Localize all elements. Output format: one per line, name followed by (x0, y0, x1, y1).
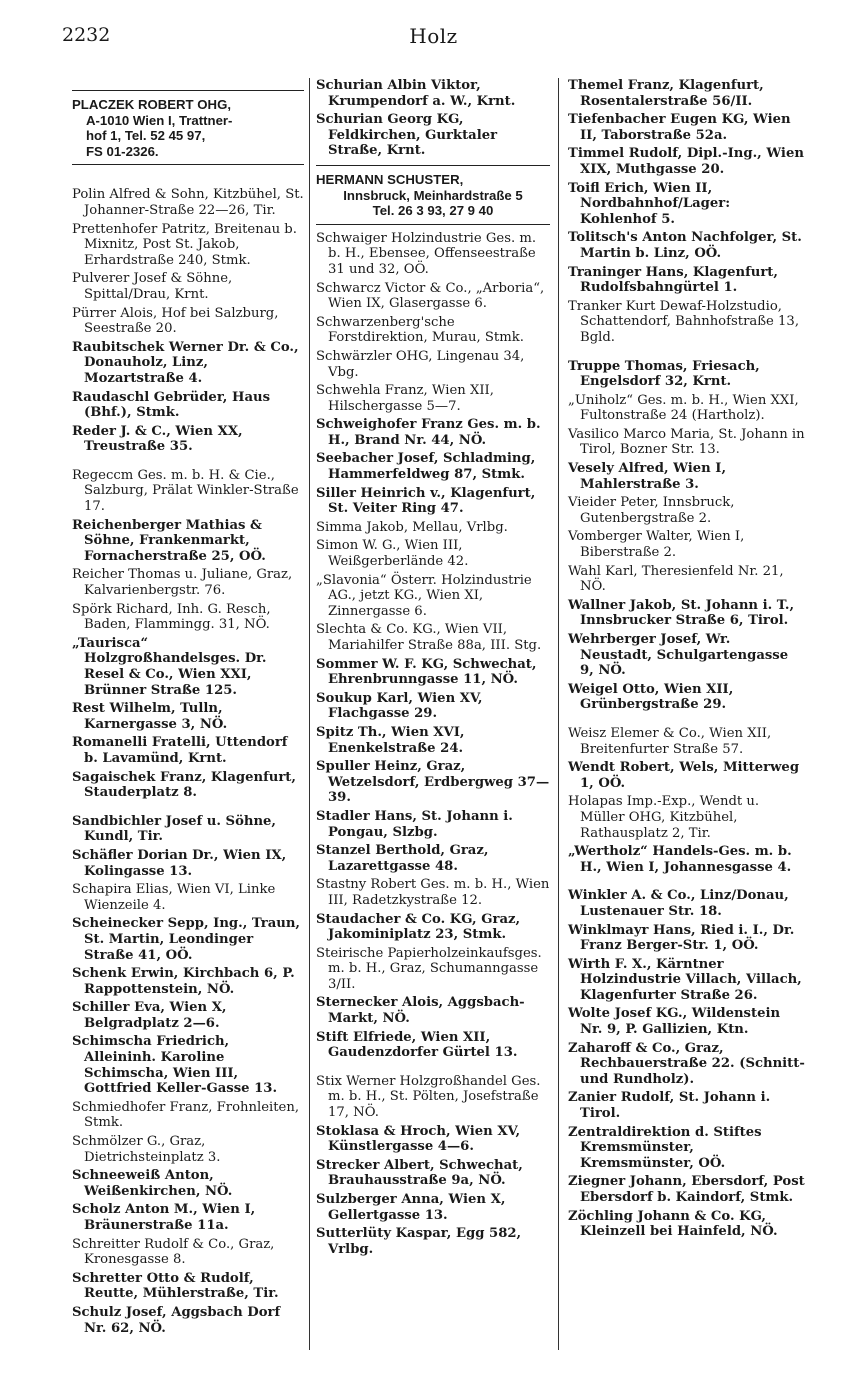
list-item: Spuller Heinz, Graz, Wetzelsdorf, Erdbergweg 37—39. (316, 759, 550, 806)
list-item: Zentraldirektion d. Stiftes Kremsmünster, Kremsmünster, OÖ. (568, 1124, 762, 1171)
list-item: Stix Werner Holzgroßhandel Ges. m. b. H., St. Pölten, Josefstraße 17, NÖ. (316, 1073, 541, 1121)
list-item: Wahl Karl, Theresienfeld Nr. 21, NÖ. (568, 563, 784, 595)
entry-list (316, 231, 550, 1258)
list-item: Vasilico Marco Maria, St. Johann in Tirol, Bozner Str. 13. (568, 426, 805, 458)
list-item: Soukup Karl, Wien XV, Flachgasse 29. (316, 690, 483, 722)
list-item: Spitz Th., Wien XVI, Enenkelstraße 24. (316, 724, 465, 756)
list-item: Weisz Elemer & Co., Wien XII, Breitenfurter Straße 57. (568, 725, 772, 757)
list-item: Zanier Rudolf, St. Johann i. Tirol. (568, 1090, 771, 1122)
list-item: Reichenberger Mathias & Söhne, Frankenmarkt, Fornacherstraße 25, OÖ. (72, 517, 266, 564)
page-number: 2232 (62, 24, 111, 46)
list-item: Vesely Alfred, Wien I, Mahlerstraße 3. (568, 461, 727, 492)
list-item: Winkler A. & Co., Linz/Donau, Lustenauer Str. 18. (568, 888, 789, 919)
list-item: Pürrer Alois, Hof bei Salzburg, Seestraße 20. (72, 305, 279, 337)
list-item: Toifl Erich, Wien II, Nordbahnhof/Lager: Kohlenhof 5. (568, 180, 731, 227)
list-item: Reicher Thomas u. Juliane, Graz, Kalvarienbergstr. 76. (72, 567, 293, 599)
list-item: Wolte Josef KG., Wildenstein Nr. 9, P. Gallizien, Ktn. (568, 1006, 781, 1038)
list-item: Winklmayr Hans, Ried i. I., Dr. Franz Berger-Str. 1, OÖ. (568, 922, 795, 954)
list-item: Reder J. & C., Wien XX, Treustraße 35. (72, 423, 243, 455)
list-item: Schretter Otto & Rudolf, Reutte, Mühlerstraße, Tir. (72, 1270, 279, 1302)
entry-list (316, 78, 550, 159)
list-item: Schwärzler OHG, Lingenau 34, Vbg. (316, 348, 525, 380)
list-item: Sulzberger Anna, Wien X, Gellertgasse 13. (316, 1192, 506, 1223)
list-item: „Wertholz“ Handels-Ges. m. b. H., Wien I, Johannesgasse 4. (568, 844, 792, 875)
ad-line: HERMANN SCHUSTER, (316, 171, 464, 187)
ad-line: Innsbruck, Meinhardstraße 5 (343, 187, 523, 203)
list-item: Schwarcz Victor & Co., „Arboria“, Wien IX, Glasergasse 6. (316, 280, 545, 312)
list-item: Scheinecker Sepp, Ing., Traun, St. Martin, Leondinger Straße 41, OÖ. (72, 916, 301, 963)
list-item: Schmiedhofer Franz, Frohnleiten, Stmk. (72, 1099, 300, 1131)
list-item: Raudaschl Gebrüder, Haus (Bhf.), Stmk. (72, 389, 271, 421)
list-item: Sagaischek Franz, Klagenfurt, Stauderplatz 8. (72, 769, 296, 801)
list-item: Wallner Jakob, St. Johann i. T., Innsbrucker Straße 6, Tirol. (568, 597, 795, 629)
list-item: Tiefenbacher Eugen KG, Wien II, Taborstraße 52a. (568, 112, 791, 143)
list-item: Themel Franz, Klagenfurt, Rosentalerstraße 56/II. (568, 78, 764, 109)
list-item: Stoklasa & Hroch, Wien XV, Künstlergasse 4—6. (316, 1123, 521, 1155)
list-item: Schurian Georg KG, Feldkirchen, Gurktaler Straße, Krnt. (316, 112, 498, 159)
list-item: Regeccm Ges. m. b. H. & Cie., Salzburg, Prälat Winkler-Straße 17. (72, 467, 299, 515)
column-divider (558, 78, 559, 1350)
list-item: Romanelli Fratelli, Uttendorf b. Lavamünd, Krnt. (72, 735, 288, 766)
list-item: Tolitsch's Anton Nachfolger, St. Martin b. Linz, OÖ. (568, 230, 802, 261)
list-item: Schreitter Rudolf & Co., Graz, Kronesgasse 8. (72, 1236, 275, 1268)
list-item: Schapira Elias, Wien VI, Linke Wienzeile 4. (72, 882, 276, 913)
list-item: Timmel Rudolf, Dipl.-Ing., Wien XIX, Muthgasse 20. (568, 146, 804, 177)
list-item: Polin Alfred & Sohn, Kitzbühel, St. Johanner-Straße 22—26, Tir. (72, 187, 304, 218)
list-item: „Slavonia“ Österr. Holzindustrie AG., jetzt KG., Wien XI, Zinnergasse 6. (316, 572, 532, 619)
list-item: Ziegner Johann, Ebersdorf, Post Ebersdorf b. Kaindorf, Stmk. (568, 1174, 805, 1205)
list-item: Stift Elfriede, Wien XII, Gaudenzdorfer Gürtel 13. (316, 1029, 518, 1061)
list-item: Traninger Hans, Klagenfurt, Rudolfsbahngürtel 1. (568, 264, 778, 296)
list-item: Strecker Albert, Schwechat, Brauhausstraße 9a, NÖ. (316, 1157, 523, 1189)
list-item: Rest Wilhelm, Tulln, Karnergasse 3, NÖ. (72, 701, 228, 732)
list-item: Truppe Thomas, Friesach, Engelsdorf 32, Krnt. (568, 358, 760, 390)
list-item: Sandbichler Josef u. Söhne, Kundl, Tir. (72, 813, 277, 845)
list-item: Stanzel Berthold, Graz, Lazarettgasse 48. (316, 843, 489, 874)
list-item: Schwarzenberg'sche Forstdirektion, Murau, Stmk. (316, 314, 524, 346)
list-item: Schmölzer G., Graz, Dietrichsteinplatz 3. (72, 1134, 221, 1165)
list-item: Seebacher Josef, Schladming, Hammerfeldweg 87, Stmk. (316, 451, 536, 483)
list-item: Schimscha Friedrich, Alleininh. Karoline Schimscha, Wien III, Gottfried Keller-Gasse 13. (72, 1034, 278, 1097)
list-item: Holapas Imp.-Exp., Wendt u. Müller OHG, Kitzbühel, Rathausplatz 2, Tir. (568, 794, 760, 841)
entry-list (568, 78, 806, 1240)
list-item: Schwehla Franz, Wien XII, Hilschergasse 5—7. (316, 383, 494, 414)
list-item: Wendt Robert, Wels, Mitterweg 1, OÖ. (568, 760, 800, 791)
list-item: Schneeweiß Anton, Weißenkirchen, NÖ. (72, 1168, 233, 1199)
entry-list (72, 187, 304, 1336)
list-item: „Uniholz“ Ges. m. b. H., Wien XXI, Fultonstraße 24 (Hartholz). (568, 392, 799, 424)
list-item: Pulverer Josef & Söhne, Spittal/Drau, Krnt. (72, 271, 233, 302)
list-item: Schweighofer Franz Ges. m. b. H., Brand Nr. 44, NÖ. (316, 417, 541, 448)
list-item: Wirth F. X., Kärntner Holzindustrie Villach, Villach, Klagenfurter Straße 26. (568, 956, 802, 1003)
list-item: Sutterlüty Kaspar, Egg 582, Vrlbg. (316, 1226, 522, 1257)
list-item: Steirische Papierholzeinkaufsges. m. b. H., Graz, Schumanngasse 3/II. (316, 945, 542, 992)
advertisement-schuster (316, 165, 550, 225)
list-item: „Taurisca“ Holzgroßhandelsges. Dr. Resel & Co., Wien XXI, Brünner Straße 125. (72, 635, 267, 698)
list-item: Schwaiger Holzindustrie Ges. m. b. H., Ebensee, Offenseestraße 31 und 32, OÖ. (316, 230, 537, 277)
list-item: Schiller Eva, Wien X, Belgradplatz 2—6. (72, 1000, 227, 1031)
ad-line: PLACZEK ROBERT OHG, (72, 97, 231, 112)
list-item: Scholz Anton M., Wien I, Bräunerstraße 11a. (72, 1202, 256, 1233)
column-1 (72, 78, 304, 1339)
ad-line: Tel. 26 3 93, 27 9 40 (372, 203, 494, 219)
list-item: Vomberger Walter, Wien I, Biberstraße 2. (568, 529, 745, 561)
list-item: Zaharoff & Co., Graz, Rechbauerstraße 22. (Schnitt- und Rundholz). (568, 1040, 805, 1087)
ad-line: FS 01-2326. (86, 143, 159, 159)
advertisement-placzek (72, 90, 304, 165)
list-item: Simon W. G., Wien III, Weißgerberlände 42. (316, 538, 469, 570)
ad-line: A-1010 Wien I, Trattner- (86, 112, 233, 128)
list-item: Wehrberger Josef, Wr. Neustadt, Schulgartengasse 9, NÖ. (568, 632, 789, 679)
list-item: Weigel Otto, Wien XII, Grünbergstraße 29. (568, 681, 734, 713)
list-item: Schulz Josef, Aggsbach Dorf Nr. 62, NÖ. (72, 1304, 281, 1336)
list-item: Vieider Peter, Innsbruck, Gutenbergstraße 2. (568, 495, 735, 526)
list-item: Stadler Hans, St. Johann i. Pongau, Slzbg. (316, 808, 513, 840)
list-item: Spörk Richard, Inh. G. Resch, Baden, Flammingg. 31, NÖ. (72, 601, 271, 633)
list-item: Slechta & Co. KG., Wien VII, Mariahilfer Straße 88a, III. Stg. (316, 622, 542, 653)
list-item: Prettenhofer Patritz, Breitenau b. Mixnitz, Post St. Jakob, Erhardstraße 240, Stmk. (72, 221, 297, 268)
list-item: Zöchling Johann & Co. KG, Kleinzell bei Hainfeld, NÖ. (568, 1208, 778, 1240)
page-title: Holz (409, 24, 458, 48)
column-3 (568, 78, 806, 1243)
list-item: Schenk Erwin, Kirchbach 6, P. Rappottenstein, NÖ. (72, 966, 295, 997)
list-item: Siller Heinrich v., Klagenfurt, St. Veiter Ring 47. (316, 485, 536, 517)
list-item: Staudacher & Co. KG, Graz, Jakominiplatz 23, Stmk. (316, 911, 521, 943)
list-item: Schäfler Dorian Dr., Wien IX, Kolingasse 13. (72, 847, 287, 879)
list-item: Stastny Robert Ges. m. b. H., Wien III, Radetzkystraße 12. (316, 877, 550, 908)
column-divider (309, 78, 310, 1350)
list-item: Simma Jakob, Mellau, Vrlbg. (316, 519, 508, 535)
list-item: Sternecker Alois, Aggsbach-Markt, NÖ. (316, 995, 525, 1027)
list-item: Sommer W. F. KG, Schwechat, Ehrenbrunngasse 11, NÖ. (316, 656, 537, 688)
list-item: Schurian Albin Viktor, Krumpendorf a. W., Krnt. (316, 78, 516, 109)
list-item: Raubitschek Werner Dr. & Co., Donauholz, Linz, Mozartstraße 4. (72, 339, 299, 386)
ad-line: hof 1, Tel. 52 45 97, (86, 128, 206, 144)
column-2 (316, 78, 550, 1260)
list-item: Tranker Kurt Dewaf-Holzstudio, Schattendorf, Bahnhofstraße 13, Bgld. (568, 298, 800, 345)
